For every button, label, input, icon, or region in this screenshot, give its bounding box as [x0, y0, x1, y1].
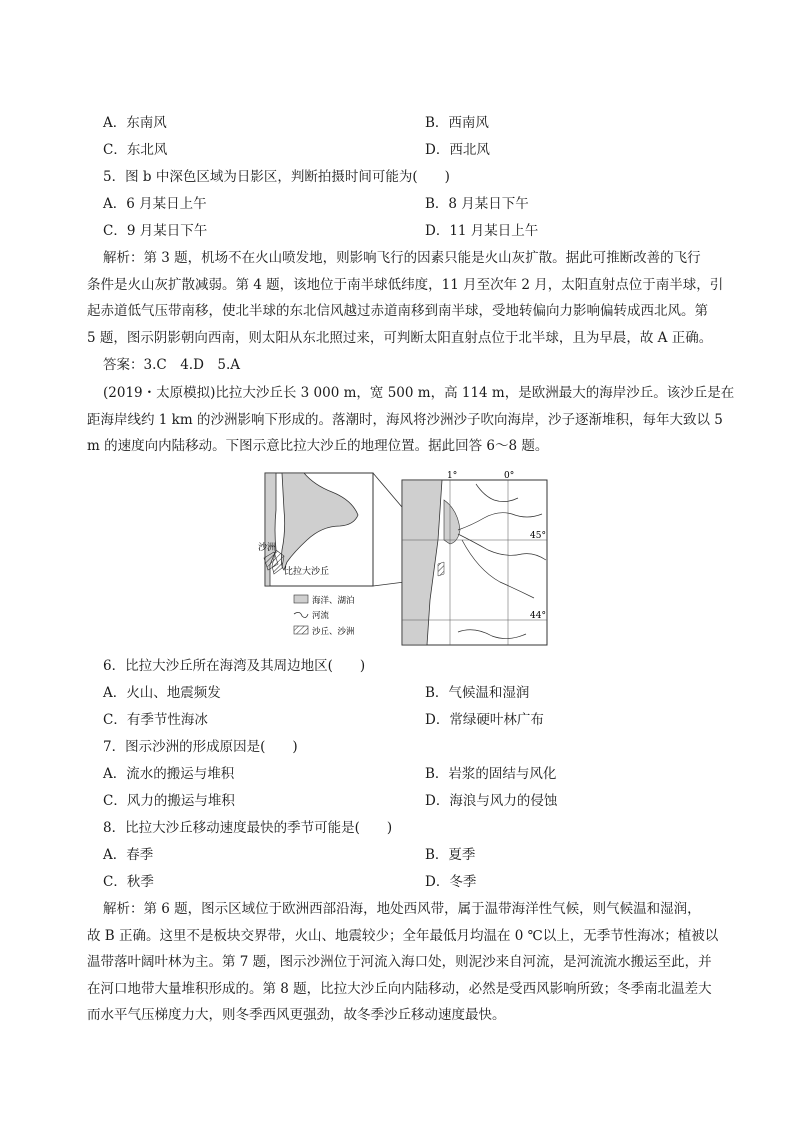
analysis-2 — [87, 896, 719, 1029]
legend-dune-swatch — [294, 626, 308, 634]
analysis-1-line: 条件是火山灰扩散减弱。第 4 题，该地位于南半球低纬度，11 月至次年 2 月，太阳直射点位于南半球，引 — [87, 276, 724, 293]
dune-location-map — [258, 470, 550, 648]
analysis-1 — [87, 245, 724, 351]
answer-1: 答案：3.C 4.D 5.A — [103, 357, 241, 373]
q7-options-row-1 — [103, 763, 723, 785]
analysis-2-line: 故 B 正确。这里不是板块交界带，火山、地震较少；全年最低月均温在 0 ℃以上，无季节性海冰；植被以 — [87, 927, 719, 944]
analysis-2-line: 温带落叶阔叶林为主。第 7 题，图示沙洲位于河流入海口处，则泥沙来自河流，是河流流水搬运至此，并 — [87, 954, 712, 970]
q7-stem: 7．图示沙洲的形成原因是( ) — [103, 739, 298, 755]
q5-options-row-2 — [103, 220, 723, 242]
q8-options-row-1 — [103, 844, 723, 866]
q6-stem: 6．比拉大沙丘所在海湾及其周边地区( ) — [103, 658, 366, 674]
longitude-label-1: 1° — [447, 471, 458, 481]
intro-line: 距海岸线约 1 km 的沙洲影响下形成的。落潮时，海风将沙洲沙子吹向海岸，沙子逐渐堆积，每年大致以 5 — [87, 411, 723, 428]
dune-label: 比拉大沙丘 — [284, 567, 330, 577]
q8-option-b: B．夏季 — [425, 847, 476, 863]
legend-sea-label: 海洋、湖泊 — [312, 596, 355, 606]
q7-option-a: A．流水的搬运与堆积 — [103, 766, 235, 782]
q8-option-d: D．冬季 — [425, 874, 477, 890]
map-legend — [294, 595, 355, 637]
q6-options-row-2 — [103, 709, 723, 731]
q4-option-a: A．东南风 — [103, 115, 167, 131]
q6-options-row-1 — [103, 682, 723, 704]
q6-option-c: C．有季节性海冰 — [103, 712, 208, 728]
q5-stem: 5．图 b 中深色区域为日影区，判断拍摄时间可能为( ) — [103, 169, 450, 185]
q4-options-row-1 — [103, 112, 723, 134]
sandbar-label: 沙洲 — [258, 543, 277, 553]
q6-option-d: D．常绿硬叶林广布 — [425, 712, 544, 728]
analysis-1-line: 5 题，图示阴影朝向西南，则太阳从东北照过来，可判断太阳直射点位于北半球，且为早晨，故 A 正确。 — [87, 329, 713, 346]
analysis-2-line: 而水平气压梯度力大，则冬季西风更强劲，故冬季沙丘移动速度最快。 — [87, 1007, 506, 1023]
q4-options-row-2 — [103, 139, 723, 161]
q7-options-row-2 — [103, 790, 723, 812]
inset-map — [258, 473, 373, 586]
analysis-1-line: 解析：第 3 题，机场不在火山喷发地，则影响飞行的因素只能是火山灰扩散。据此可推断改善的飞行 — [103, 250, 701, 266]
intro-line: m 的速度向内陆移动。下图示意比拉大沙丘的地理位置。据此回答 6～8 题。 — [87, 438, 549, 454]
analysis-1-line: 起赤道低气压带南移，使北半球的东北信风越过赤道南移到南半球，受地转偏向力影响偏转成西北风。第 — [87, 303, 708, 319]
q8-options-row-2 — [103, 871, 723, 893]
intro-line: (2019・太原模拟)比拉大沙丘长 3 000 m，宽 500 m，高 114 m，是欧洲最大的海岸沙丘。该沙丘是在 — [103, 385, 735, 401]
q7-option-b: B．岩浆的固结与风化 — [425, 766, 557, 782]
legend-sea-swatch — [294, 595, 308, 603]
q6-option-b: B．气候温和湿润 — [425, 685, 530, 701]
legend-river-swatch — [294, 612, 308, 617]
q7-option-d: D．海浪与风力的侵蚀 — [425, 793, 558, 809]
latitude-label-2: 44° — [530, 611, 546, 621]
q4-option-d: D．西北风 — [425, 142, 490, 158]
dune-marker — [438, 562, 444, 576]
longitude-label-2: 0° — [504, 471, 515, 481]
q5-option-a: A．6 月某日上午 — [103, 196, 207, 212]
intro-passage — [87, 380, 735, 460]
q7-option-c: C．风力的搬运与堆积 — [103, 793, 235, 809]
q5-options-row-1 — [103, 193, 723, 215]
q5-option-d: D．11 月某日上午 — [425, 223, 539, 239]
q4-option-c: C．东北风 — [103, 142, 168, 158]
analysis-2-line: 解析：第 6 题，图示区域位于欧洲西部沿海，地处西风带，属于温带海洋性气候，则气候温和湿润， — [103, 901, 701, 917]
q8-option-a: A．春季 — [103, 847, 154, 863]
analysis-2-line: 在河口地带大量堆积形成的。第 8 题，比拉大沙丘向内陆移动，必然是受西风影响所致；冬季南北温差大 — [87, 980, 712, 997]
q5-option-c: C．9 月某日下午 — [103, 223, 208, 239]
regional-map — [402, 471, 547, 645]
latitude-label-1: 45° — [530, 531, 546, 541]
q5-option-b: B．8 月某日下午 — [425, 196, 529, 212]
legend-river-label: 河流 — [312, 611, 330, 621]
q8-option-c: C．秋季 — [103, 874, 154, 890]
q8-stem: 8．比拉大沙丘移动速度最快的季节可能是( ) — [103, 820, 393, 836]
q6-option-a: A．火山、地震频发 — [103, 685, 221, 701]
legend-dune-label: 沙丘、沙洲 — [312, 627, 355, 637]
q4-option-b: B．西南风 — [425, 115, 489, 131]
